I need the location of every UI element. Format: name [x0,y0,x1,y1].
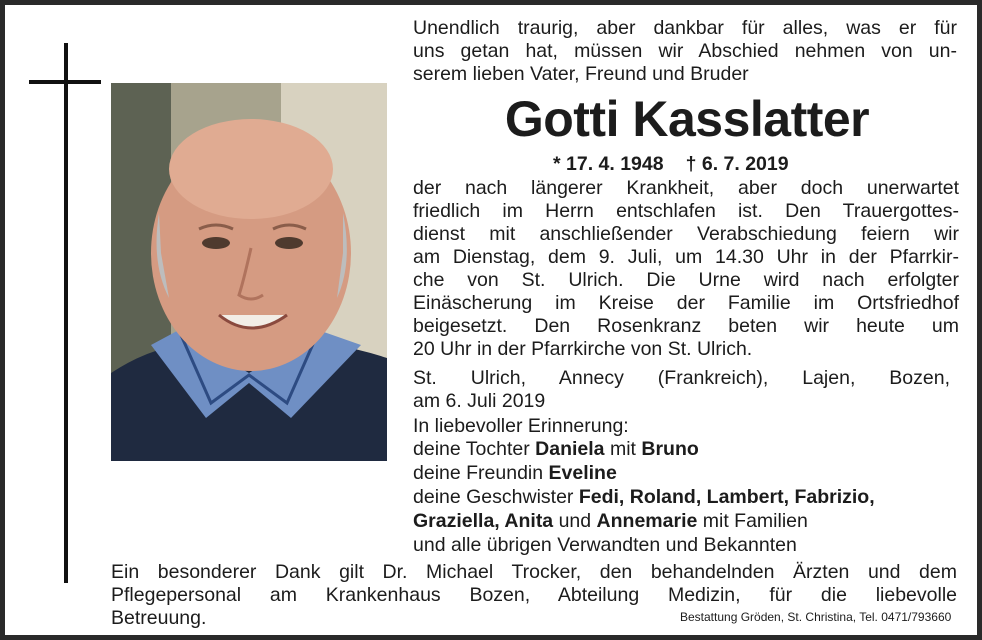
siblings-names-1: Fedi, Roland, Lambert, Fabrizio, [578,486,875,508]
family-friend [413,462,617,485]
funeral-home-credit: Bestattung Gröden, St. Christina, Tel. 0471/793660 [680,610,952,624]
obituary-notice [5,5,977,635]
thanks-line-3: Betreuung. [111,607,207,629]
portrait-photo [111,83,387,461]
siblings-prefix: deine Geschwister [413,486,574,508]
intro-line-2: uns getan hat, müssen wir Abschied nehmen von un- [413,40,957,62]
thanks-line-2: Pflegepersonal am Krankenhaus Bozen, Abteilung Medizin, für die liebevolle [111,584,957,606]
place-line: St. Ulrich, Annecy (Frankreich), Lajen, Bozen, [413,367,950,389]
cross-icon-horizontal [29,80,101,84]
date-line: am 6. Juli 2019 [413,390,546,412]
body-line-8: 20 Uhr in der Pfarrkirche von St. Ulrich. [413,338,753,360]
body-line-6: Einäscherung im Kreise der Familie im Ortsfriedhof [413,292,959,314]
family-siblings-line-1 [413,486,875,509]
death-date: † 6. 7. 2019 [685,153,789,175]
intro-line-3: serem lieben Vater, Freund und Bruder [413,63,749,85]
friend-name: Eveline [548,462,617,484]
cross-icon-vertical [64,43,68,583]
family-relatives: und alle übrigen Verwandten und Bekannten [413,534,797,556]
thanks-line-1: Ein besonderer Dank gilt Dr. Michael Trocker, den behandelnden Ärzten und dem [111,561,957,583]
siblings-names-2: Graziella, Anita [413,510,554,532]
friend-prefix: deine Freundin [413,462,544,484]
life-dates [553,153,811,176]
memory-heading: In liebevoller Erinnerung: [413,415,629,437]
daughter-prefix: deine Tochter [413,438,530,460]
daughter-name: Daniela [535,438,605,460]
deceased-name: Gotti Kasslatter [504,91,870,147]
birth-date: * 17. 4. 1948 [553,153,664,175]
family-daughter [413,438,699,461]
siblings-join: und [558,510,592,532]
body-line-1: der nach längerer Krankheit, aber doch unerwartet [413,177,959,199]
daughter-partner-name: Bruno [641,438,699,460]
body-line-5: che von St. Ulrich. Die Urne wird nach erfolgter [413,269,959,291]
family-siblings-line-2 [413,510,808,533]
body-line-7: beigesetzt. Den Rosenkranz beten wir heute um [413,315,959,337]
body-line-2: friedlich im Herrn entschlafen ist. Den Trauergottes- [413,200,959,222]
body-line-4: am Dienstag, dem 9. Juli, um 14.30 Uhr in der Pfarrkir- [413,246,959,268]
daughter-join: mit [609,438,636,460]
siblings-suffix: mit Familien [702,510,808,532]
portrait-illustration [111,83,387,461]
body-line-3: dienst mit anschließender Verabschiedung feiern wir [413,223,959,245]
intro-line-1: Unendlich traurig, aber dankbar für alles, was er für [413,17,957,39]
siblings-names-3: Annemarie [596,510,698,532]
